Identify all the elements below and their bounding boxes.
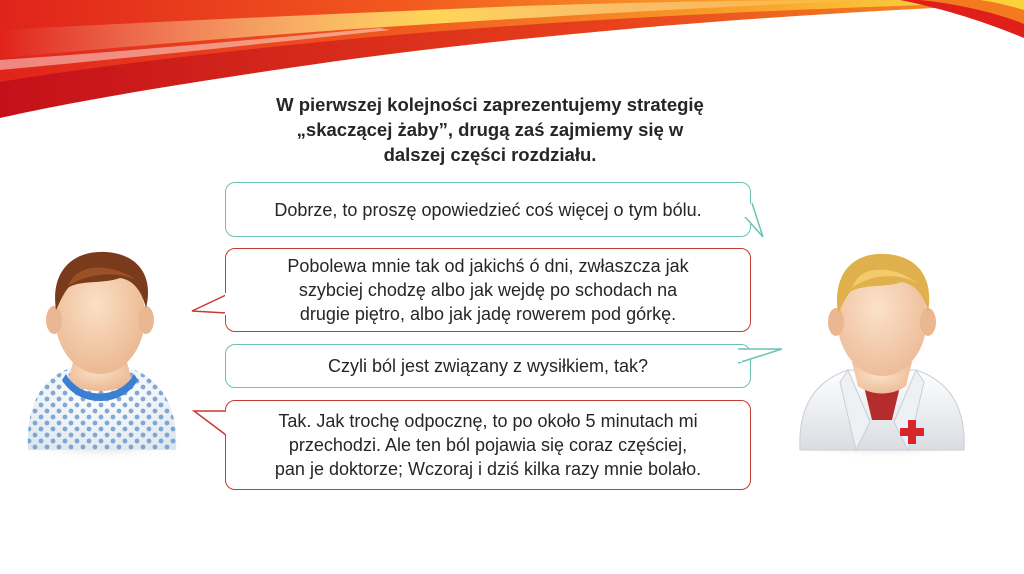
heading-line-3: dalszej części rozdziału. [383, 144, 597, 165]
bubble-text: Czyli ból jest związany z wysiłkiem, tak? [327, 356, 649, 376]
bubble-text: Pobolewa mnie tak od jakichś ó dni, zwłaszcza jak szybciej chodzę albo jak wejdę po schodach na drugie piętro, albo jak jadę rowerem pod górkę. [287, 256, 689, 324]
bubble-tail-right [738, 343, 788, 373]
doctor-speech-bubble-1 [225, 182, 751, 237]
doctor-speech-bubble-2 [225, 344, 751, 388]
patient-speech-bubble-2 [225, 400, 751, 490]
bubble-text: Tak. Jak trochę odpocznę, to po około 5 minutach mi przechodzi. Ale ten ból pojawia się coraz częściej, pan je doktorze; Wczoraj i dziś kilka razy mnie bolało. [274, 411, 702, 479]
heading-line-1: W pierwszej kolejności zaprezentujemy strategię [276, 94, 704, 115]
patient-avatar-icon [8, 240, 198, 465]
bubble-tail-right [738, 203, 778, 243]
slide-heading [200, 92, 780, 167]
bubble-text: Dobrze, to proszę opowiedzieć coś więcej o tym bólu. [274, 199, 702, 220]
patient-speech-bubble-1 [225, 248, 751, 332]
doctor-avatar-icon [782, 242, 982, 464]
heading-line-2: „skaczącej żaby”, drugą zaś zajmiemy się w [296, 119, 684, 140]
